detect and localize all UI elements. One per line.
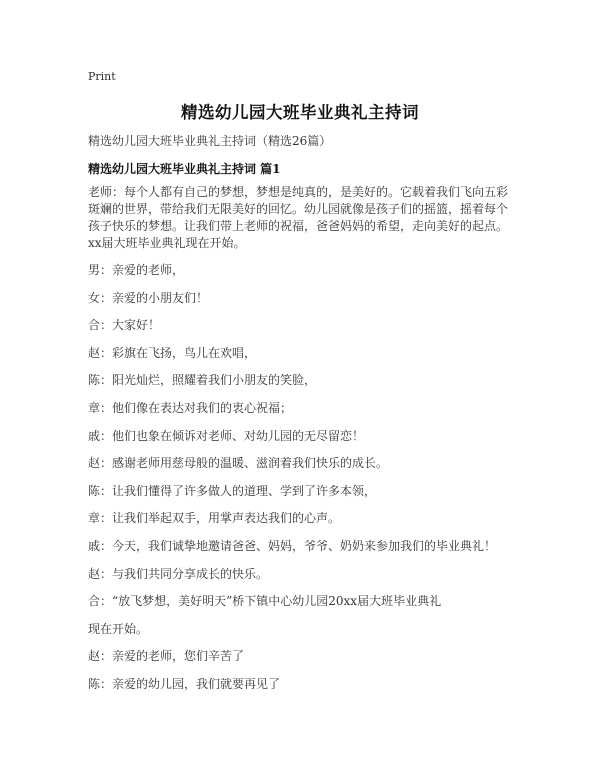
dialogue-line: 章：让我们举起双手，用掌声表达我们的心声。: [88, 511, 341, 526]
dialogue-line: 赵：彩旗在飞扬，鸟儿在欢唱，: [88, 345, 257, 360]
page-title: 精选幼儿园大班毕业典礼主持词: [181, 103, 419, 122]
dialogue-line: 合：大家好！: [88, 318, 161, 333]
dialogue-line: 陈：阳光灿烂，照耀着我们小朋友的笑脸，: [88, 373, 317, 388]
dialogue-line: 合：“放飞梦想，美好明天”桥下镇中心幼儿园20xx届大班毕业典礼: [88, 594, 442, 609]
dialogue-line: 赵：亲爱的老师，您们辛苦了: [88, 649, 245, 664]
dialogue-line: 现在开始。: [88, 621, 149, 636]
print-label[interactable]: Print: [88, 70, 116, 83]
dialogue-line: 陈：亲爱的幼儿园，我们就要再见了: [88, 676, 281, 691]
dialogue-line: 女：亲爱的小朋友们！: [88, 290, 209, 305]
dialogue-line: 戚：他们也象在倾诉对老师、对幼儿园的无尽留恋！: [88, 428, 365, 443]
dialogue-line: 章：他们像在表达对我们的衷心祝福；: [88, 400, 293, 415]
dialogue-line: 戚：今天，我们诚挚地邀请爸爸、妈妈，爷爷、奶奶来参加我们的毕业典礼！: [88, 538, 497, 553]
dialogue-line: 赵：感谢老师用慈母般的温暖、滋润着我们快乐的成长。: [88, 456, 389, 471]
dialogue-line: 陈：让我们懂得了许多做人的道理、学到了许多本领，: [88, 483, 377, 498]
intro-paragraph: 老师：每个人都有自己的梦想，梦想是纯真的，是美好的。它载着我们飞向五彩斑斓的世界，带给我们无限美好的回忆。幼儿园就像是孩子们的摇篮，摇着每个孩子快乐的梦想。让我们带上老师的祝福，爸爸妈妈的希望，走向美好的起点。xx届大班毕业典礼现在开始。: [88, 185, 509, 250]
section-heading: 精选幼儿园大班毕业典礼主持词 篇1: [88, 162, 281, 176]
document-subtitle: 精选幼儿园大班毕业典礼主持词（精选26篇）: [88, 134, 332, 148]
dialogue-line: 男：亲爱的老师，: [88, 263, 185, 277]
dialogue-line: 赵：与我们共同分享成长的快乐。: [88, 566, 269, 581]
dialogue-list: [88, 262, 518, 704]
